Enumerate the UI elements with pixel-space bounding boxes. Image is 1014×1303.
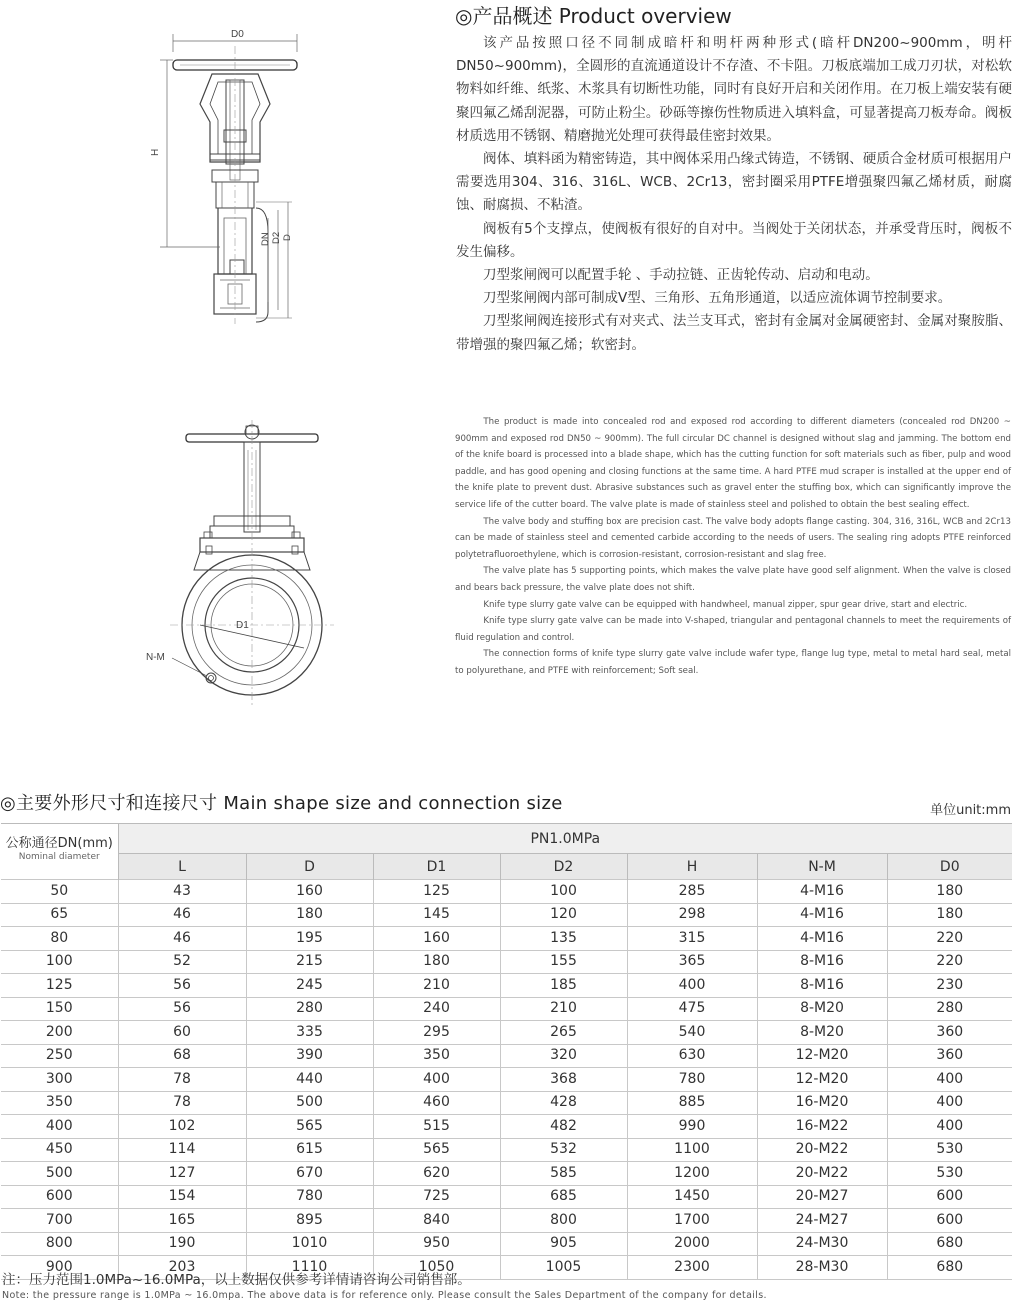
table-cell: 180 <box>887 903 1012 927</box>
table-cell: 990 <box>627 1115 757 1139</box>
table-cell: 360 <box>887 1044 1012 1068</box>
table-cell: 1005 <box>500 1256 627 1280</box>
unit-label: 单位unit:mm <box>930 803 1011 818</box>
table-cell: 585 <box>500 1162 627 1186</box>
table-cell: 615 <box>246 1138 373 1162</box>
table-row <box>1 927 1012 951</box>
table-cell: 220 <box>887 927 1012 951</box>
table-cell: 20-M27 <box>757 1185 887 1209</box>
table-cell: 885 <box>627 1091 757 1115</box>
cn-paragraph: 刀型浆闸阀可以配置手轮 、手动拉链、正齿轮传动、启动和电动。 <box>483 267 879 284</box>
table-cell: 532 <box>500 1138 627 1162</box>
table-cell: 482 <box>500 1115 627 1139</box>
table-cell: 8-M16 <box>757 950 887 974</box>
table-cell: 245 <box>246 974 373 998</box>
column-header-row <box>1 854 1012 880</box>
table-cell: 46 <box>118 903 246 927</box>
table-cell: 210 <box>500 997 627 1021</box>
nominal-diameter-cn: 公称通径DN(mm) <box>5 836 113 851</box>
table-cell: 440 <box>246 1068 373 1092</box>
table-row <box>1 974 1012 998</box>
table-cell: 145 <box>373 903 500 927</box>
table-cell: 135 <box>500 927 627 951</box>
column-header: H <box>627 854 757 880</box>
table-cell: 1450 <box>627 1185 757 1209</box>
column-header: D0 <box>887 854 1012 880</box>
table-cell: 210 <box>373 974 500 998</box>
table-cell: 600 <box>1 1185 118 1209</box>
table-cell: 114 <box>118 1138 246 1162</box>
column-header: D2 <box>500 854 627 880</box>
table-cell: 43 <box>118 880 246 904</box>
table-cell: 165 <box>118 1209 246 1233</box>
table-cell: 298 <box>627 903 757 927</box>
dimensions-title: ◎主要外形尺寸和连接尺寸 Main shape size and connection size <box>0 793 563 814</box>
table-cell: 100 <box>1 950 118 974</box>
table-row <box>1 1044 1012 1068</box>
table-cell: 230 <box>887 974 1012 998</box>
table-row <box>1 950 1012 974</box>
nominal-diameter-en: Nominal diameter <box>18 852 100 862</box>
table-cell: 400 <box>1 1115 118 1139</box>
table-row <box>1 997 1012 1021</box>
table-cell: 250 <box>1 1044 118 1068</box>
table-cell: 180 <box>373 950 500 974</box>
table-cell: 8-M20 <box>757 997 887 1021</box>
table-cell: 400 <box>373 1068 500 1092</box>
cn-paragraph: 该产品按照口径不同制成暗杆和明杆两种形式(暗杆DN200~900mm，明杆DN50~900mm)，全圆形的直流通道设计不存渣、不卡阻。刀板底端加工成刀刃状，对松软物料如纤维、纸浆、木浆具有切断性功能，同时有良好开启和关闭作用。在刀板上端安装有硬聚四氟乙烯刮泥器，可防止粉尘。砂砾等擦伤性物质进入填料盒，可显著提高刀板寿命。阀板材质选用不锈钢、精磨抛光处理可获得最佳密封效果。 <box>456 35 1012 144</box>
en-paragraph: The connection forms of knife type slurry gate valve include wafer type, flange lug type, metal to metal hard seal, metal to polyurethane, and PTFE with reinforcement; Soft seal. <box>455 649 1011 676</box>
table-cell: 460 <box>373 1091 500 1115</box>
table-cell: 195 <box>246 927 373 951</box>
d1-label: D1 <box>236 620 249 631</box>
table-cell: 530 <box>887 1138 1012 1162</box>
dimensions-table-body <box>1 880 1012 1280</box>
table-cell: 78 <box>118 1068 246 1092</box>
table-cell: 565 <box>373 1138 500 1162</box>
table-cell: 60 <box>118 1021 246 1045</box>
table-cell: 220 <box>887 950 1012 974</box>
table-cell: 2000 <box>627 1232 757 1256</box>
table-cell: 8-M16 <box>757 974 887 998</box>
table-cell: 125 <box>373 880 500 904</box>
table-cell: 905 <box>500 1232 627 1256</box>
nm-label: N-M <box>146 652 165 663</box>
table-cell: 20-M22 <box>757 1162 887 1186</box>
table-cell: 80 <box>1 927 118 951</box>
table-cell: 600 <box>887 1185 1012 1209</box>
table-cell: 400 <box>887 1115 1012 1139</box>
table-cell: 16-M22 <box>757 1115 887 1139</box>
column-header: L <box>118 854 246 880</box>
table-cell: 530 <box>887 1162 1012 1186</box>
nominal-diameter-header <box>1 824 118 880</box>
table-cell: 500 <box>246 1091 373 1115</box>
column-header: D <box>246 854 373 880</box>
table-cell: 335 <box>246 1021 373 1045</box>
table-cell: 360 <box>887 1021 1012 1045</box>
d0-label: D0 <box>231 29 244 40</box>
table-cell: 350 <box>373 1044 500 1068</box>
table-row <box>1 1209 1012 1233</box>
table-cell: 1200 <box>627 1162 757 1186</box>
table-cell: 895 <box>246 1209 373 1233</box>
table-cell: 102 <box>118 1115 246 1139</box>
table-cell: 56 <box>118 997 246 1021</box>
valve-side-view-drawing <box>140 22 330 332</box>
table-cell: 450 <box>1 1138 118 1162</box>
table-cell: 900 <box>1 1256 118 1280</box>
table-cell: 24-M27 <box>757 1209 887 1233</box>
table-cell: 475 <box>627 997 757 1021</box>
table-cell: 295 <box>373 1021 500 1045</box>
en-paragraph: The valve body and stuffing box are precision cast. The valve body adopts flange casting. 304, 316, 316L, WCB and 2Cr13 can be made of stainless steel and cemented carbide according to the needs of users. The sealing ring adopts PTFE reinforced polytetrafluoroethylene, which is corrosion-resistant, corrosion-resistant and slag free. <box>455 516 1011 560</box>
cn-paragraph: 阀体、填料函为精密铸造，其中阀体采用凸缘式铸造，不锈钢、硬质合金材质可根据用户需要选用304、316、316L、WCB、2Cr13，密封圈采用PTFE增强聚四氟乙烯材质，耐腐蚀、耐腐损、不粘渣。 <box>456 151 1012 214</box>
table-cell: 180 <box>246 903 373 927</box>
table-cell: 12-M20 <box>757 1068 887 1092</box>
table-cell: 12-M20 <box>757 1044 887 1068</box>
table-cell: 150 <box>1 997 118 1021</box>
table-cell: 400 <box>627 974 757 998</box>
table-cell: 280 <box>246 997 373 1021</box>
table-cell: 1050 <box>373 1256 500 1280</box>
overview-chinese-text <box>456 32 1012 357</box>
table-cell: 680 <box>887 1256 1012 1280</box>
table-cell: 28-M30 <box>757 1256 887 1280</box>
table-cell: 670 <box>246 1162 373 1186</box>
table-cell: 24-M30 <box>757 1232 887 1256</box>
table-cell: 127 <box>118 1162 246 1186</box>
en-paragraph: The valve plate has 5 supporting points, which makes the valve plate have good self alignment. When the valve is closed and bears back pressure, the valve plate does not shift. <box>455 566 1011 593</box>
table-row <box>1 880 1012 904</box>
table-cell: 1010 <box>246 1232 373 1256</box>
column-header: D1 <box>373 854 500 880</box>
table-cell: 540 <box>627 1021 757 1045</box>
table-row <box>1 1232 1012 1256</box>
table-cell: 390 <box>246 1044 373 1068</box>
valve-front-view-drawing <box>140 420 340 720</box>
en-paragraph: Knife type slurry gate valve can be made into V-shaped, triangular and pentagonal channels to meet the requirements of fluid regulation and control. <box>455 616 1011 643</box>
table-cell: 160 <box>246 880 373 904</box>
table-cell: 368 <box>500 1068 627 1092</box>
table-cell: 800 <box>1 1232 118 1256</box>
en-paragraph: The product is made into concealed rod and exposed rod according to different diameters (concealed rod DN200 ~ 900mm and exposed rod DN50 ~ 900mm). The full circular DC channel is designed without slag and jamming. The bottom end of the knife board is processed into a blade shape, which has the cutting function for soft materials such as fiber, pulp and wood paddle, and has good opening and closing functions at the same time. A hard PTFE mud scraper is installed at the upper end of the knife plate to prevent dust. Abrasive substances such as gravel enter the stuffing box, which can significantly improve the service life of the cutter board. The valve plate is made of stainless steel and polished to obtain the best sealing effect. <box>455 417 1011 510</box>
table-cell: 500 <box>1 1162 118 1186</box>
table-cell: 780 <box>246 1185 373 1209</box>
table-cell: 200 <box>1 1021 118 1045</box>
table-cell: 46 <box>118 927 246 951</box>
table-row <box>1 903 1012 927</box>
table-cell: 680 <box>887 1232 1012 1256</box>
d2-label: D2 <box>271 231 282 244</box>
table-cell: 125 <box>1 974 118 998</box>
table-cell: 65 <box>1 903 118 927</box>
dimensions-table <box>1 823 1012 1280</box>
table-cell: 203 <box>118 1256 246 1280</box>
en-paragraph: Knife type slurry gate valve can be equipped with handwheel, manual zipper, spur gear drive, start and electric. <box>483 599 968 610</box>
table-cell: 4-M16 <box>757 903 887 927</box>
table-cell: 685 <box>500 1185 627 1209</box>
table-row <box>1 1021 1012 1045</box>
table-cell: 840 <box>373 1209 500 1233</box>
table-cell: 68 <box>118 1044 246 1068</box>
table-cell: 800 <box>500 1209 627 1233</box>
dn-label: DN <box>260 232 271 246</box>
table-cell: 1100 <box>627 1138 757 1162</box>
table-cell: 400 <box>887 1091 1012 1115</box>
d-label: D <box>282 234 293 241</box>
table-cell: 78 <box>118 1091 246 1115</box>
table-cell: 620 <box>373 1162 500 1186</box>
table-row <box>1 1068 1012 1092</box>
table-cell: 950 <box>373 1232 500 1256</box>
pressure-header: PN1.0MPa <box>118 824 1012 854</box>
cn-paragraph: 刀型浆闸阀内部可制成V型、三角形、五角形通道，以适应流体调节控制要求。 <box>483 290 952 307</box>
table-cell: 100 <box>500 880 627 904</box>
table-cell: 1700 <box>627 1209 757 1233</box>
table-cell: 350 <box>1 1091 118 1115</box>
table-cell: 155 <box>500 950 627 974</box>
table-cell: 600 <box>887 1209 1012 1233</box>
cn-paragraph: 刀型浆闸阀连接形式有对夹式、法兰支耳式，密封有金属对金属硬密封、金属对聚胺脂、带增强的聚四氟乙烯；软密封。 <box>456 313 1012 353</box>
note-chinese: 注：压力范围1.0MPa~16.0MPa，以上数据仅供参考详情请咨询公司销售部。 <box>2 1272 471 1288</box>
table-row <box>1 1162 1012 1186</box>
table-cell: 56 <box>118 974 246 998</box>
column-header: N-M <box>757 854 887 880</box>
table-row <box>1 1115 1012 1139</box>
table-cell: 185 <box>500 974 627 998</box>
table-cell: 50 <box>1 880 118 904</box>
table-cell: 215 <box>246 950 373 974</box>
product-overview-title: ◎产品概述 Product overview <box>455 4 732 28</box>
table-cell: 52 <box>118 950 246 974</box>
table-cell: 428 <box>500 1091 627 1115</box>
table-cell: 725 <box>373 1185 500 1209</box>
table-cell: 120 <box>500 903 627 927</box>
overview-english-text <box>455 414 1011 680</box>
table-cell: 400 <box>887 1068 1012 1092</box>
table-cell: 280 <box>887 997 1012 1021</box>
table-cell: 285 <box>627 880 757 904</box>
table-cell: 630 <box>627 1044 757 1068</box>
table-cell: 2300 <box>627 1256 757 1280</box>
table-cell: 16-M20 <box>757 1091 887 1115</box>
table-cell: 565 <box>246 1115 373 1139</box>
table-cell: 240 <box>373 997 500 1021</box>
note-english: Note: the pressure range is 1.0MPa ~ 16.0mpa. The above data is for reference only. Please consult the Sales Department of the company for details. <box>2 1290 767 1301</box>
table-cell: 8-M20 <box>757 1021 887 1045</box>
table-cell: 780 <box>627 1068 757 1092</box>
table-cell: 190 <box>118 1232 246 1256</box>
table-cell: 265 <box>500 1021 627 1045</box>
table-cell: 4-M16 <box>757 880 887 904</box>
table-cell: 180 <box>887 880 1012 904</box>
table-cell: 515 <box>373 1115 500 1139</box>
table-cell: 320 <box>500 1044 627 1068</box>
table-cell: 315 <box>627 927 757 951</box>
table-cell: 365 <box>627 950 757 974</box>
table-cell: 160 <box>373 927 500 951</box>
table-cell: 1110 <box>246 1256 373 1280</box>
table-cell: 4-M16 <box>757 927 887 951</box>
table-cell: 700 <box>1 1209 118 1233</box>
table-cell: 154 <box>118 1185 246 1209</box>
h-label: H <box>150 148 161 156</box>
table-row <box>1 1138 1012 1162</box>
table-row <box>1 1091 1012 1115</box>
table-cell: 20-M22 <box>757 1138 887 1162</box>
table-cell: 300 <box>1 1068 118 1092</box>
table-row <box>1 1185 1012 1209</box>
cn-paragraph: 阀板有5个支撑点，使阀板有很好的自对中。当阀处于关闭状态，并承受背压时，阀板不发生偏移。 <box>456 220 1012 260</box>
